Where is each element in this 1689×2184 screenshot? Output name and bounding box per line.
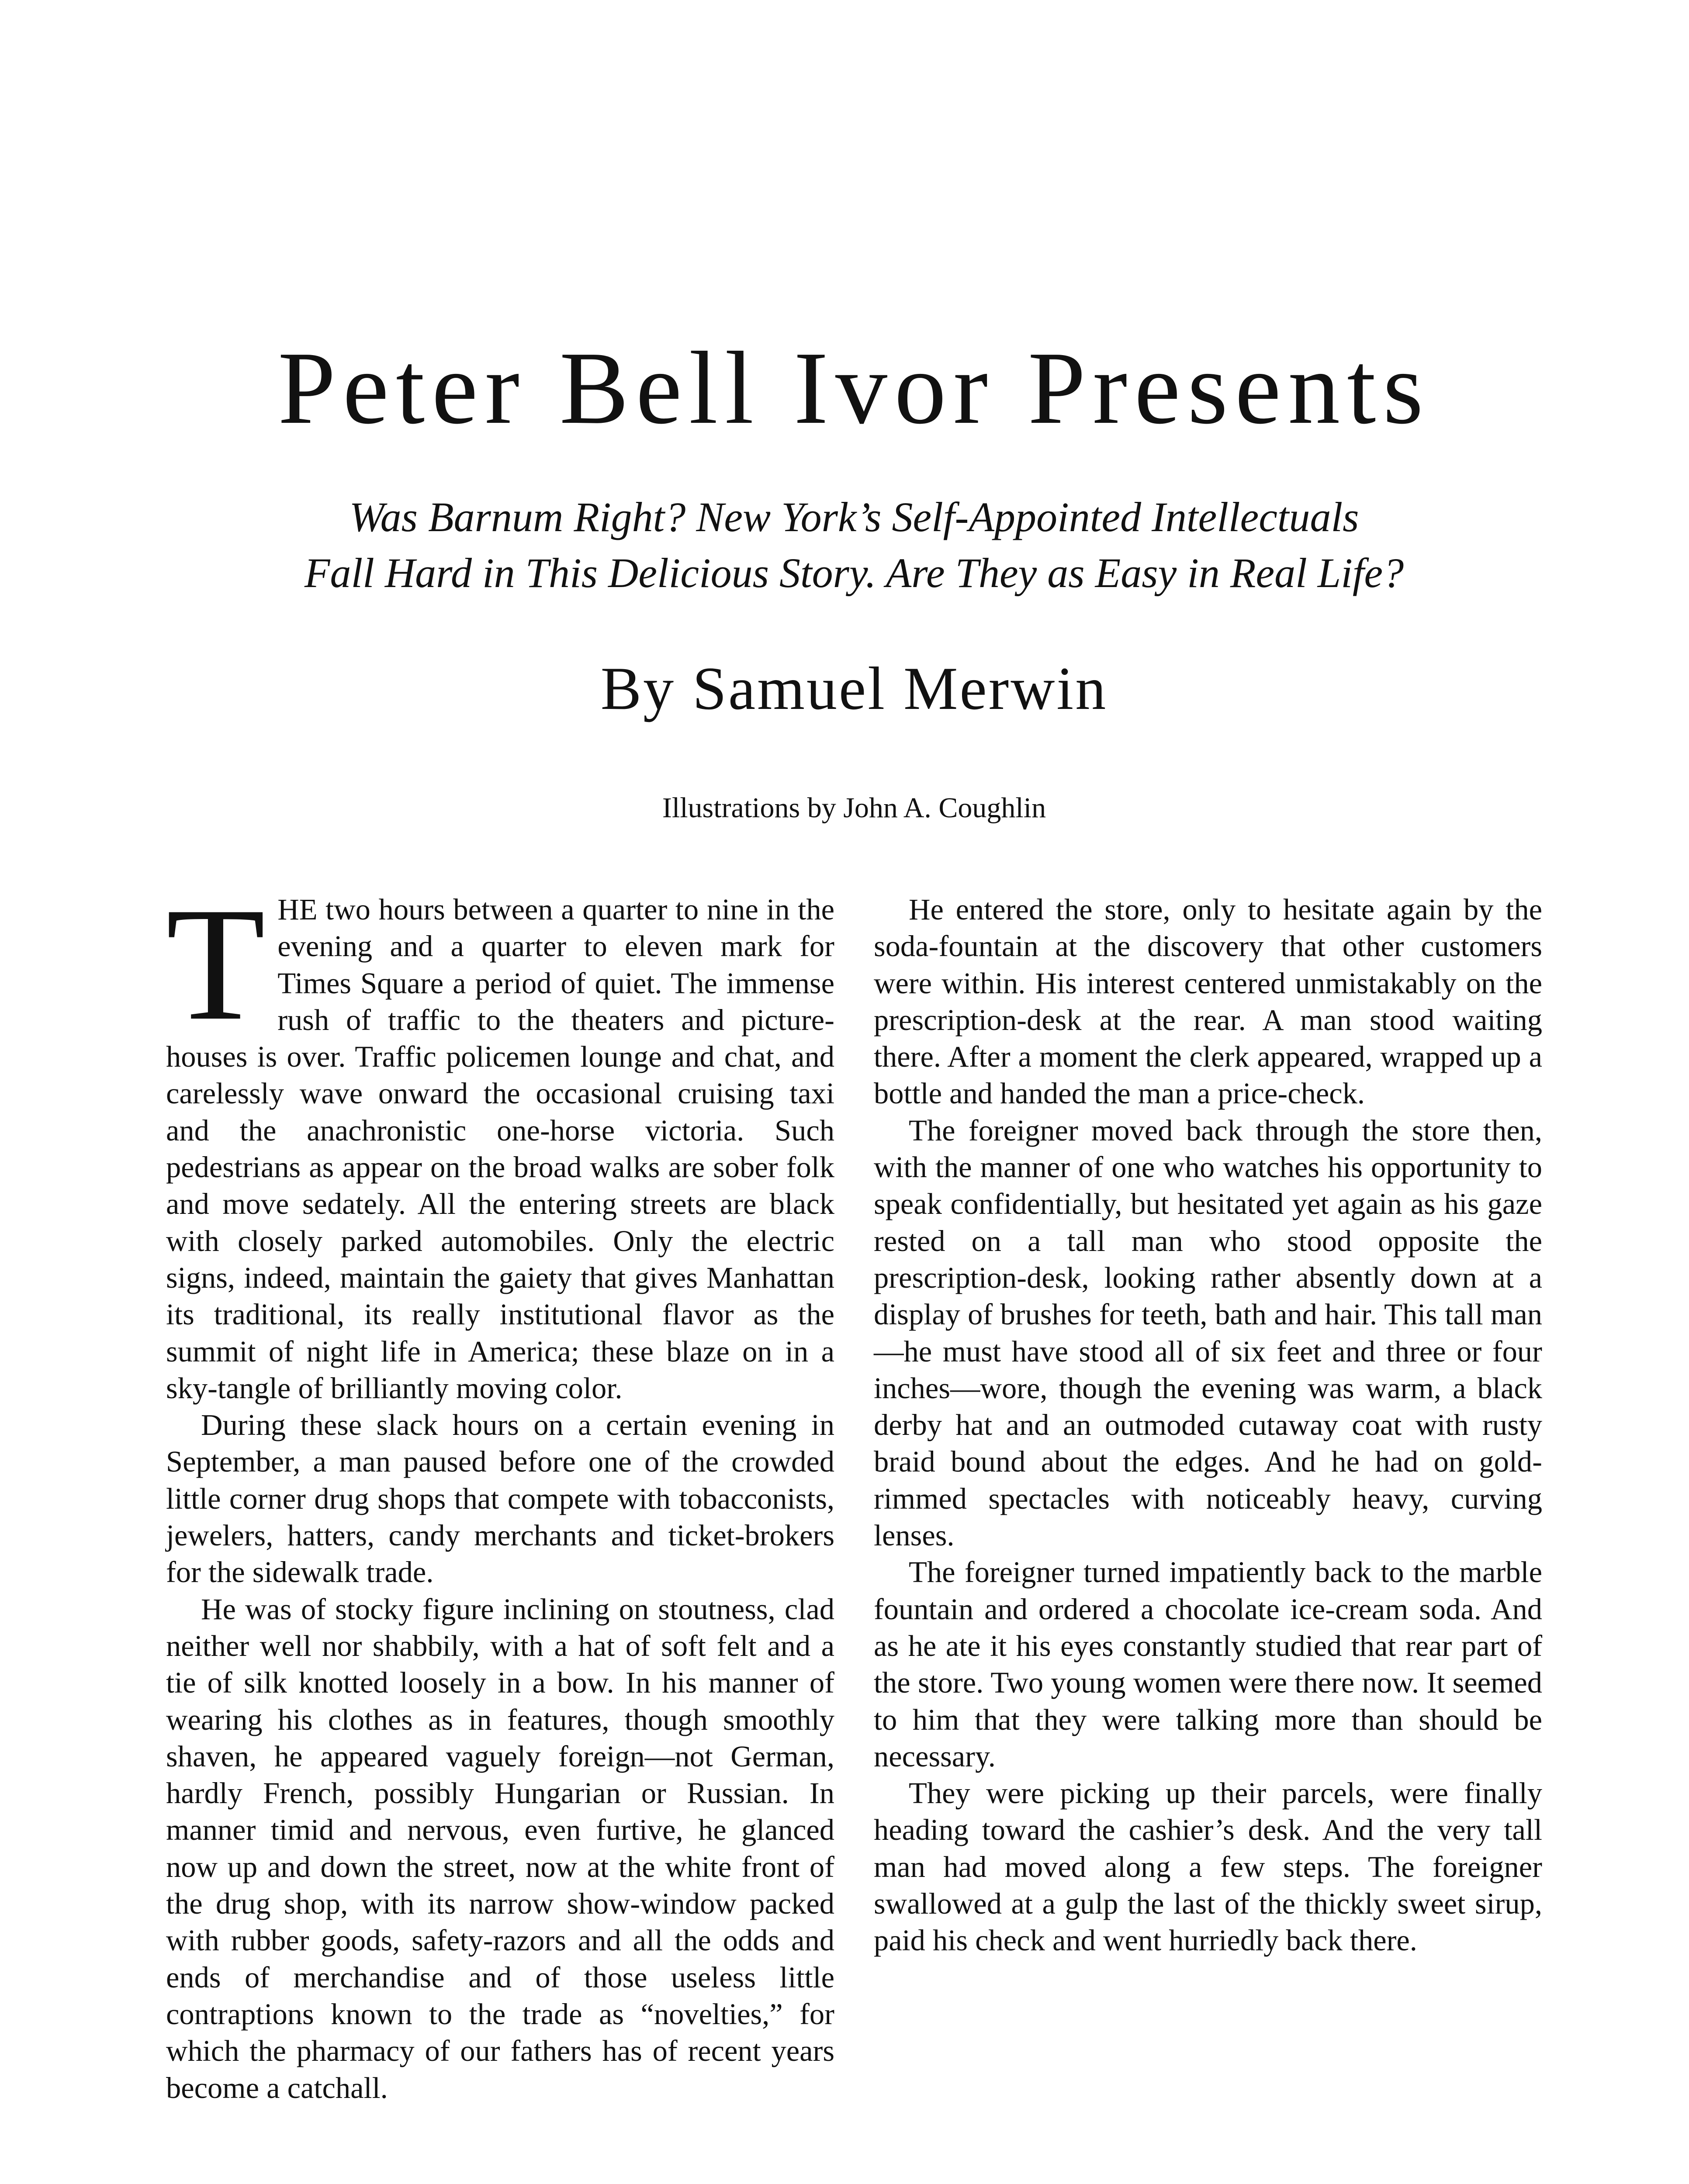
paragraph-5: The foreigner moved back through the store then, with the manner of one who watches his opportunity to speak confidentially, but hesitated yet again as his gaze rested on a tall man who stood opposite the prescription-desk, looking rather absently down at a display of brushes for teeth, bath and hair. This tall man—he must have stood all of six feet and three or four inches—wore, though the evening was warm, a black derby hat and an outmoded cutaway coat with rusty braid bound about the edges. And he had on gold-rimmed spectacles with noticeably heavy, curving lenses. (874, 1113, 1542, 1552)
paragraph-2: During these slack hours on a certain evening in September, a man paused before one of the crowded little corner drug shops that compete with tobacconists, jewelers, hatters, candy merchants and ticket-brokers for the sidewalk trade. (166, 1408, 834, 1589)
drop-cap: T (166, 874, 266, 1054)
illustrator-credit: Illustrations by John A. Coughlin (662, 792, 1046, 824)
paragraph-7: They were picking up their parcels, were finally heading toward the cashier’s desk. And the very tall man had moved along a few steps. The foreigner swallowed at a gulp the last of the thickly sweet sirup, paid his check and went hurriedly back there. (874, 1776, 1542, 1957)
subtitle-line-1: Was Barnum Right? New York’s Self-Appointed Intellectuals (349, 494, 1359, 540)
paragraph-4: He entered the store, only to hesitate again by the soda-fountain at the discovery that other customers were within. His interest centered unmistakably on the prescription-desk at the rear. A man stood waiting there. After a moment the clerk appeared, wrapped up a bottle and handed the man a price-check. (874, 893, 1542, 1110)
paragraph-3: He was of stocky figure inclining on stoutness, clad neither well nor shabbily, with a hat of soft felt and a tie of silk knotted loosely in a bow. In his manner of wearing his clothes as in features, though smoothly shaven, he appeared vaguely foreign—not German, hardly French, possibly Hungarian or Russian. In manner timid and nervous, even furtive, he glanced now up and down the street, now at the white front of the drug shop, with its narrow show-window packed with rubber goods, safety-razors and all the odds and ends of merchandise and of those useless little contraptions known to the trade as “novelties,” for which the pharmacy of our fathers has of recent years become a catchall. (166, 1592, 834, 2105)
article-subtitle (210, 489, 1499, 601)
article-title: Peter Bell Ivor Presents (278, 331, 1430, 446)
lead-in: HE (277, 893, 318, 926)
paragraph-1-text: two hours between a quarter to nine in the evening and a quarter to eleven mark for Times Square a period of quiet. The immense rush of traffic to the theaters and picture-houses is over. Traffic policemen lounge and chat, and carelessly wave onward the occasional cruising taxi and the anachronistic one-horse victoria. Such pedestrians as appear on the broad walks are sober folk and move sedately. All the entering streets are black with closely parked automobiles. Only the electric signs, indeed, maintain the gaiety that gives Manhattan its traditional, its really institutional flavor as the summit of night life in America; these blaze on in a sky-tangle of brilliantly moving color. (166, 893, 834, 1405)
paragraph-1 (166, 874, 834, 1406)
text-column-right (874, 891, 1542, 1959)
subtitle-line-2: Fall Hard in This Delicious Story. Are They as Easy in Real Life? (304, 549, 1404, 596)
paragraph-6: The foreigner turned impatiently back to the marble fountain and ordered a chocolate ice-cream soda. And as he ate it his eyes constantly studied that rear part of the store. Two young women were there now. It seemed to him that they were talking more than should be necessary. (874, 1555, 1542, 1773)
author-byline: By Samuel Merwin (600, 655, 1108, 722)
text-column-left (166, 874, 834, 2106)
